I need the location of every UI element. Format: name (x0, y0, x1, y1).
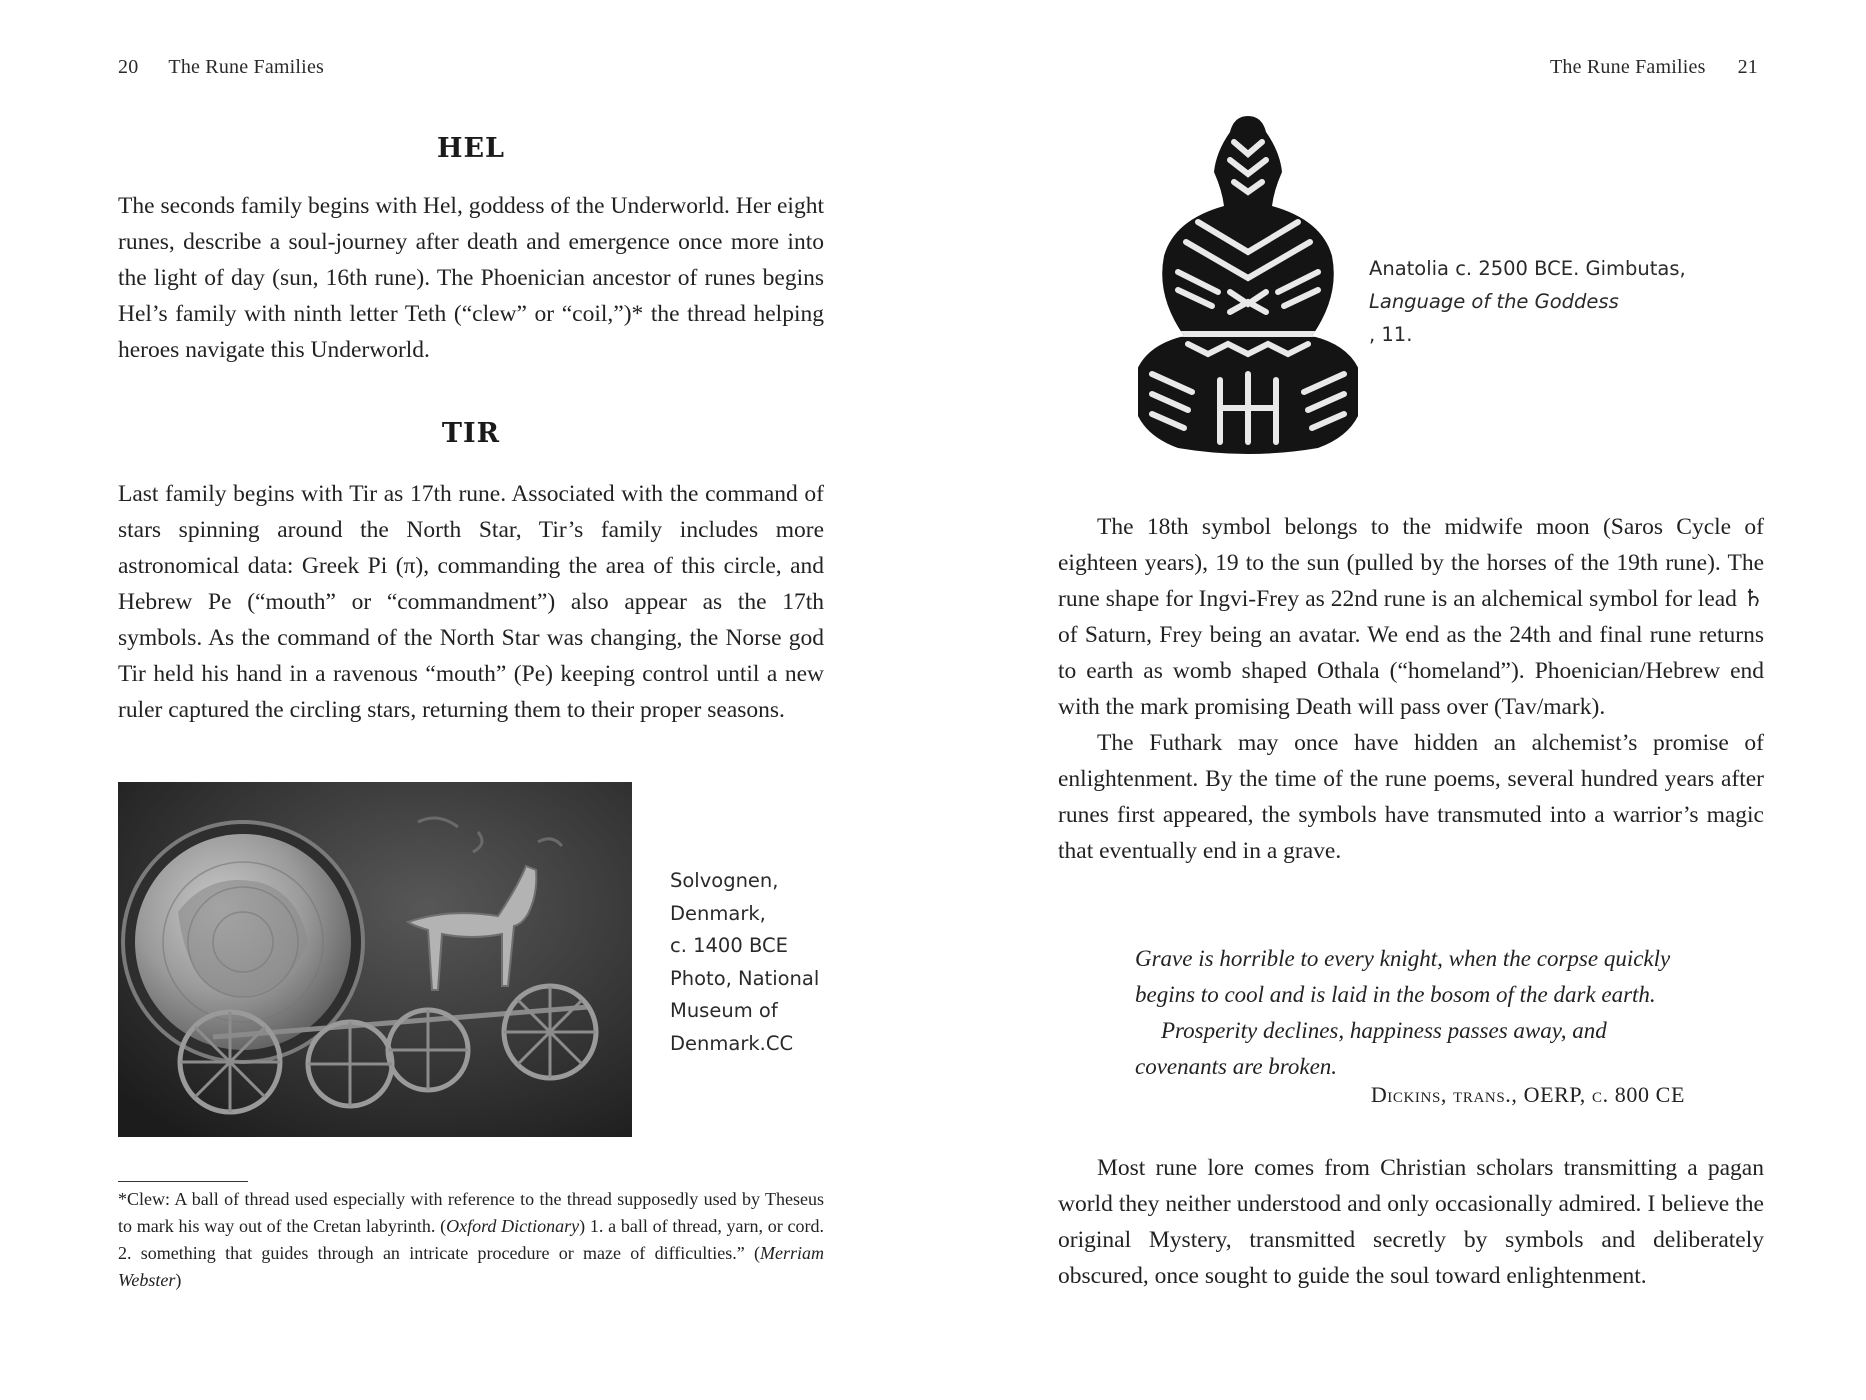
figurine-caption-line1: Anatolia c. 2500 BCE. Gimbutas, (1369, 257, 1686, 280)
rune-poem-quote (1135, 941, 1695, 1085)
sun-chariot-photo (118, 782, 632, 1137)
caption-line: c. 1400 BCE (670, 934, 788, 957)
caption-line: Museum of (670, 999, 778, 1022)
paragraph-rune-lore: Most rune lore comes from Christian scholars transmitting a pagan world they neither understood and only occasionally admired. I believe the original Mystery, transmitted secretly by symbols and deliberately obscured, once sought to guide the soul toward enlightenment. (1058, 1155, 1764, 1289)
footnote-part: ) 1. a ball of thread, yarn, or cord. 2. something that guides through an intricate procedure or maze of difficulties.” ( (118, 1216, 825, 1263)
figurine-caption-line2 (1369, 285, 1686, 351)
quote-attribution: Dickins, trans., OERP, c. 800 CE (1370, 1082, 1685, 1107)
caption-line: Denmark, (670, 901, 766, 925)
figurine-illustration (1138, 112, 1358, 456)
caption-line: Solvognen, (670, 869, 779, 892)
right-body-main (1058, 509, 1764, 869)
quote-line: begins to cool and is laid in the bosom of the dark earth. (1135, 982, 1656, 1007)
footnote-source-merriam: Merriam Webster (118, 1243, 824, 1290)
photo-caption (670, 865, 819, 1060)
right-body-closing (1058, 1150, 1764, 1294)
footnote-part: ) (175, 1270, 182, 1290)
sun-chariot-illustration (118, 782, 632, 1137)
running-head-right (1550, 56, 1758, 79)
footnote-source-oxford: Oxford Dictionary (446, 1216, 580, 1236)
goddess-figurine-image (1138, 112, 1358, 456)
caption-line: Photo, National (670, 966, 820, 990)
running-head-title: The Rune Families (168, 56, 325, 78)
figurine-caption-book: Language of the Goddess (1369, 290, 1619, 313)
paragraph-18th-symbol: The 18th symbol belongs to the midwife moon (Saros Cycle of eighteen years), 19 to the sun (pulled by the horses of the 19th rune). The rune shape for Ingvi-Frey as 22nd rune is an alchemical symbol for lead ♄ of Saturn, Frey being an avatar. We end as the 24th and final rune returns to earth as womb shaped Othala (“homeland”). Phoenician/Hebrew end with the mark promising Death will pass over (Tav/mark). (1058, 514, 1764, 720)
quote-line: Grave is horrible to every knight, when the corpse quickly (1135, 946, 1671, 971)
footnote-rule (118, 1181, 248, 1182)
paragraph-futhark: The Futhark may once have hidden an alchemist’s promise of enlightenment. By the time of the rune poems, several hundred years after runes first appeared, the symbols have transmuted into a warrior’s magic that eventually end in a grave. (1058, 730, 1764, 864)
section-title-hel: HEL (436, 133, 506, 164)
page-number: 20 (118, 56, 139, 78)
right-page (933, 0, 1866, 1400)
footnote-text (118, 1186, 824, 1294)
footnote (118, 1186, 824, 1294)
quote-line: covenants are broken. (1135, 1054, 1338, 1079)
page-number: 21 (1737, 56, 1758, 78)
caption-line: Denmark.CC (670, 1031, 794, 1055)
section-title-tir: TIR (441, 418, 501, 449)
running-head-title: The Rune Families (1549, 56, 1706, 78)
tir-paragraph (118, 476, 824, 728)
tir-paragraph-text: Last family begins with Tir as 17th rune. Associated with the command of stars spinning around the North Star, Tir’s family includes more astronomical data: Greek Pi (π), commanding the area of this circle, and Hebrew Pe (“mouth” or “commandment”) also appear as the 17th symbols. As the command of the North Star was changing, the Norse god Tir held his hand in a ravenous “mouth” (Pe) keeping control until a new ruler captured the circling stars, returning them to their proper seasons. (118, 481, 824, 723)
figurine-caption-suffix: , 11. (1369, 323, 1413, 346)
figurine-caption (1369, 252, 1686, 351)
running-head-left (118, 56, 324, 79)
hel-paragraph-text: The seconds family begins with Hel, goddess of the Underworld. Her eight runes, describe a soul-journey after death and emergence once more into the light of day (sun, 16th rune). The Phoenician ancestor of runes begins Hel’s family with ninth letter Teth (“clew” or “coil,”)* the thread helping heroes navigate this Underworld. (118, 193, 824, 363)
footnote-part: *Clew: A ball of thread used especially with reference to the thread supposedly used by Theseus to mark his way out of the Cretan labyrinth. ( (118, 1189, 824, 1236)
hel-paragraph (118, 188, 824, 368)
quote-line: Prosperity declines, happiness passes away, and (1161, 1018, 1607, 1043)
